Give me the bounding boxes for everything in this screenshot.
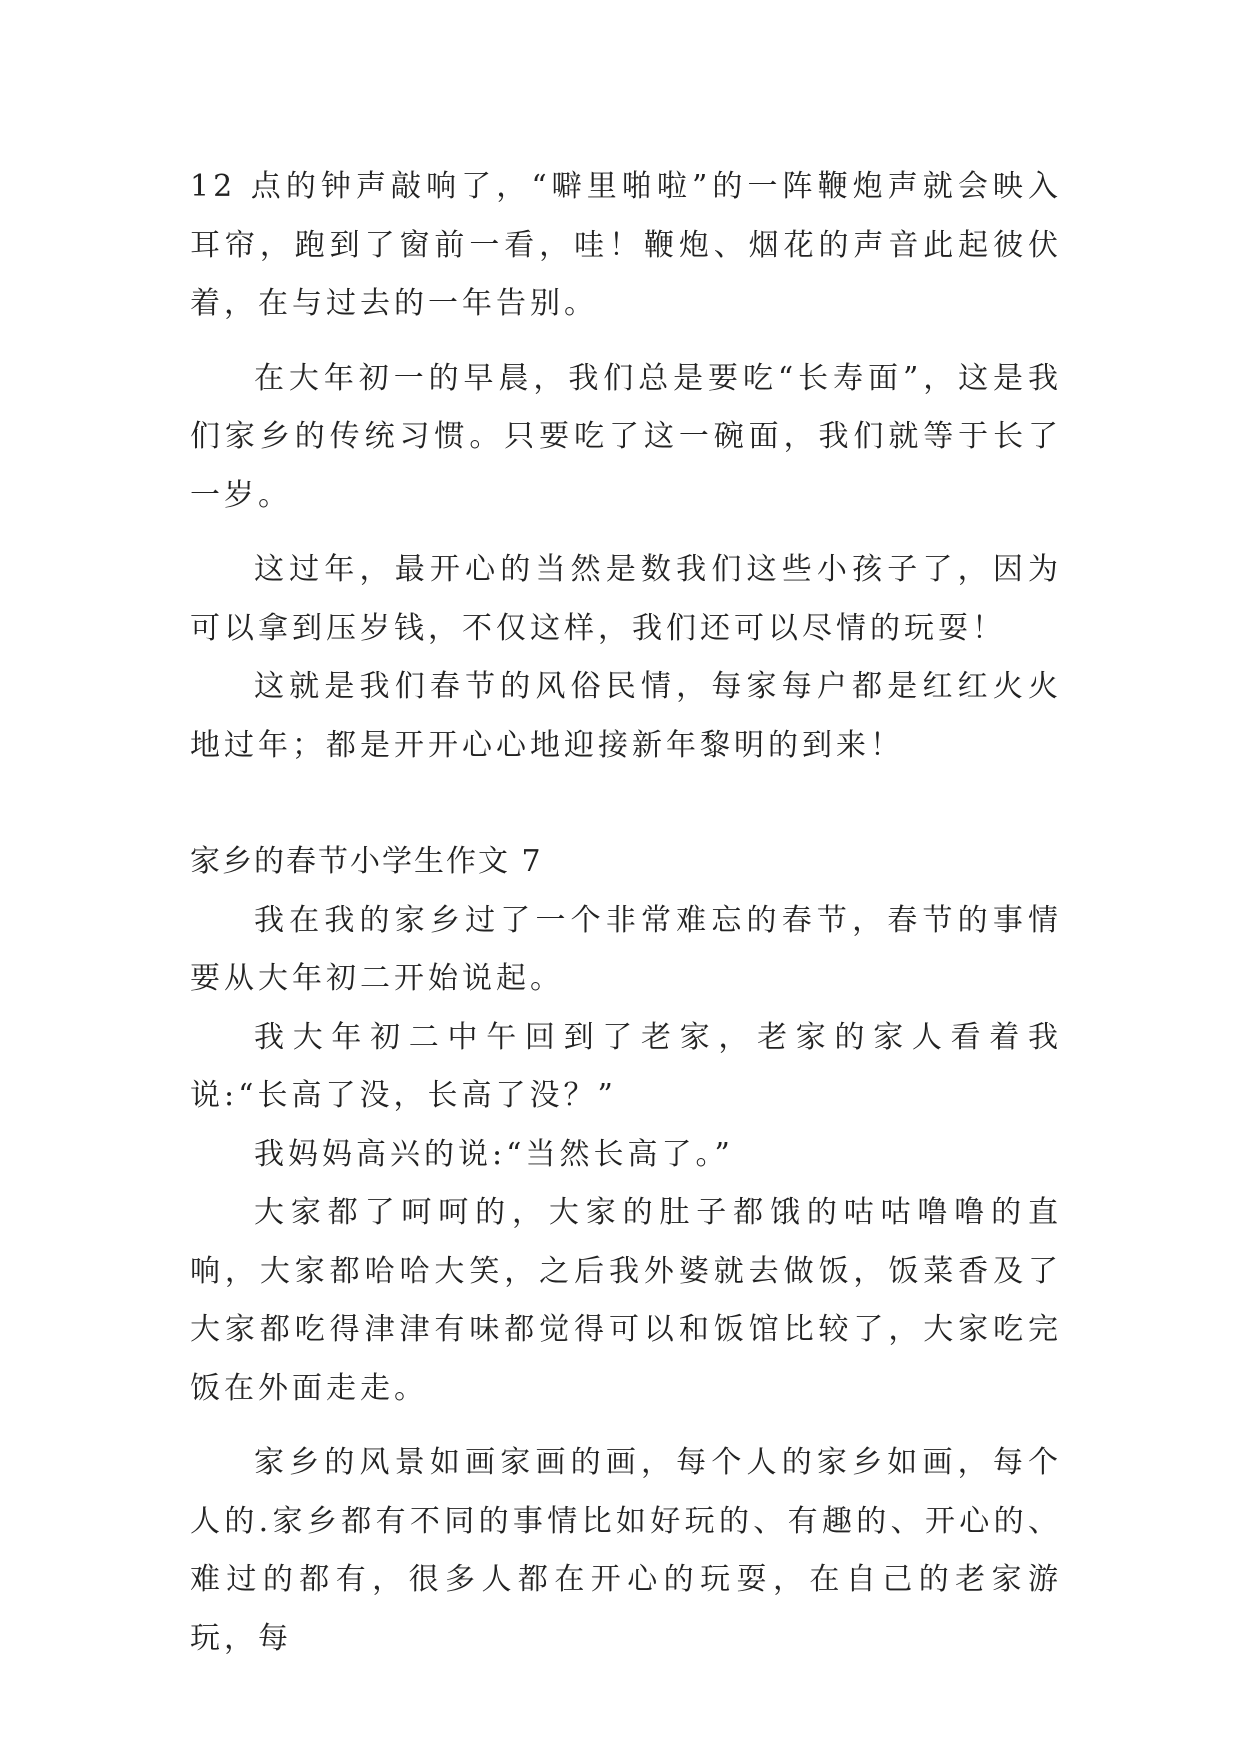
paragraph-2: 在大年初一的早晨，我们总是要吃“长寿面”，这是我们家乡的传统习惯。只要吃了这一碗面，我们就等于长了一岁。 (190, 360, 1062, 513)
section-paragraph-2: 我大年初二中午回到了老家，老家的家人看着我说:“长高了没，长高了没？” (190, 1019, 1062, 1113)
paragraph-4: 这就是我们春节的风俗民情，每家每户都是红红火火地过年；都是开开心心地迎接新年黎明的到来！ (190, 669, 1062, 763)
section-paragraph-3: 我妈妈高兴的说:“当然长高了。” (254, 1136, 734, 1172)
section-title: 家乡的春节小学生作文 7 (190, 844, 543, 879)
section-paragraph-5: 家乡的风景如画家画的画，每个人的家乡如画，每个人的.家乡都有不同的事情比如好玩的、有趣的、开心的、难过的都有，很多人都在开心的玩耍，在自己的老家游玩，每 (190, 1445, 1062, 1656)
section-paragraph-4: 大家都了呵呵的，大家的肚子都饿的咕咕噜噜的直响，大家都哈哈大笑，之后我外婆就去做饭，饭菜香及了大家都吃得津津有味都觉得可以和饭馆比较了，大家吃完饭在外面走走。 (190, 1195, 1062, 1406)
paragraph-3: 这过年，最开心的当然是数我们这些小孩子了，因为可以拿到压岁钱，不仅这样，我们还可以尽情的玩耍！ (190, 552, 1062, 646)
document-body (190, 158, 1062, 1668)
paragraph-1: 12 点的钟声敲响了，“噼里啪啦”的一阵鞭炮声就会映入耳帘，跑到了窗前一看，哇！鞭炮、烟花的声音此起彼伏着，在与过去的一年告别。 (190, 169, 1062, 321)
section-paragraph-1: 我在我的家乡过了一个非常难忘的春节，春节的事情要从大年初二开始说起。 (190, 902, 1062, 996)
